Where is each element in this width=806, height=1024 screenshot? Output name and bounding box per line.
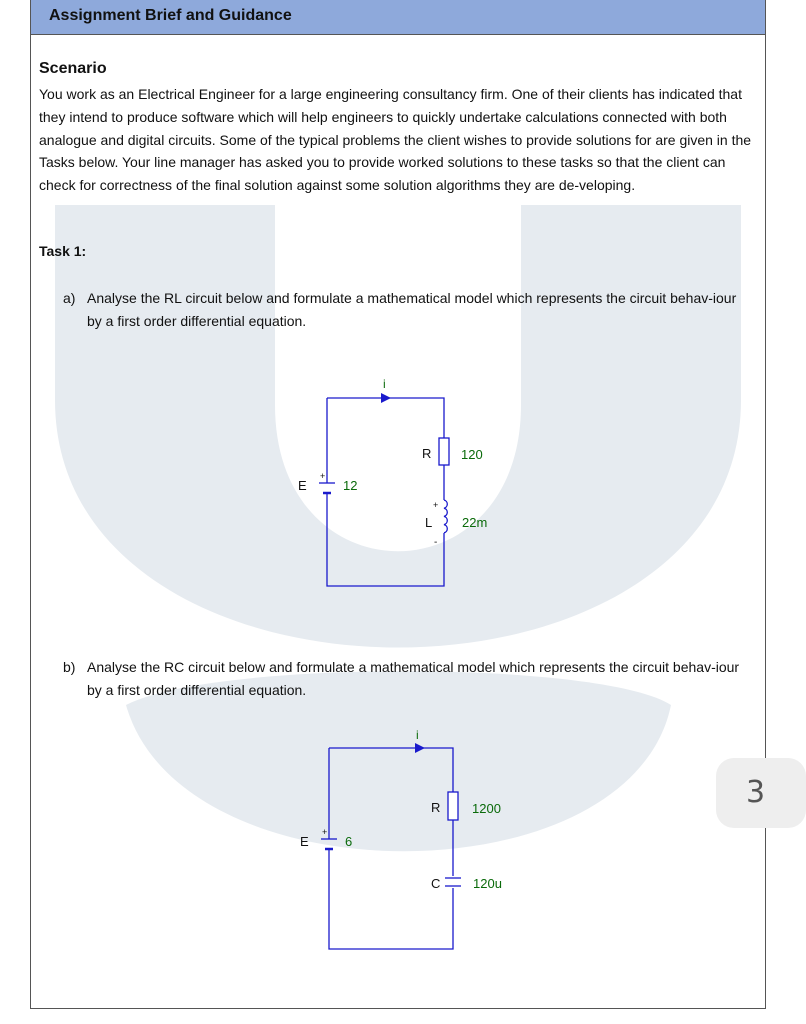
rc-current-label: i xyxy=(416,728,419,742)
rc-source-value: 6 xyxy=(345,834,353,849)
document-page xyxy=(30,0,766,1009)
task1-part-a-text: Analyse the RL circuit below and formulate a mathematical model which represents the circuit behav-iour by a first order differential equation. xyxy=(87,290,737,329)
page-content xyxy=(31,0,765,1008)
rc-source-label: E xyxy=(300,834,309,849)
header-title: Assignment Brief and Guidance xyxy=(49,7,292,24)
rc-circuit-diagram xyxy=(286,722,502,957)
rl-current-arrow xyxy=(381,393,391,403)
rc-capacitor-label: C xyxy=(431,876,441,891)
rl-resistor xyxy=(439,438,449,465)
task1-heading: Task 1: xyxy=(39,243,87,259)
task1-part-b-text: Analyse the RC circuit below and formulate a mathematical model which represents the circuit behav-iour by a first order differential equation. xyxy=(87,659,740,698)
rl-inductor-plus: + xyxy=(433,500,439,510)
rl-current-label: i xyxy=(383,377,386,391)
rc-current-arrow xyxy=(415,743,425,753)
task1-part-a-marker: a) xyxy=(63,290,76,306)
rc-resistor-label: R xyxy=(431,800,441,815)
rc-capacitor-value: 120u xyxy=(473,876,502,891)
rl-resistor-label: R xyxy=(422,446,432,461)
scenario-text: You work as an Electrical Engineer for a large engineering consultancy firm. One of their clients has indicated that they intend to produce software which will help engineers to quickly undertake calculations connected with both analogue and digital circuits. Some of the typical problems the client wishes to provide solutions for are given in the Tasks below. Your line manager has asked you to provide worked solutions to these tasks so that the client can check for correctness of the final solution against some solution algorithms they are de-veloping. xyxy=(39,86,752,194)
rl-inductor-value: 22m xyxy=(462,515,488,530)
rl-circuit-diagram xyxy=(286,370,486,600)
rl-inductor xyxy=(444,500,447,533)
task1-part-b-marker: b) xyxy=(63,659,76,675)
rl-source-label: E xyxy=(298,478,307,493)
header-bar xyxy=(31,0,765,35)
page-number: 3 xyxy=(746,775,766,810)
page-number-badge[interactable] xyxy=(716,758,806,828)
rc-resistor-value: 1200 xyxy=(472,801,501,816)
rc-resistor xyxy=(448,792,458,820)
rl-inductor-minus: - xyxy=(434,537,438,548)
rl-inductor-label: L xyxy=(425,515,433,530)
rl-resistor-value: 120 xyxy=(461,447,483,462)
rl-source-value: 12 xyxy=(343,478,358,493)
scenario-heading: Scenario xyxy=(39,60,107,77)
rc-battery-plus: + xyxy=(322,827,328,837)
rl-battery-plus: + xyxy=(320,471,326,481)
